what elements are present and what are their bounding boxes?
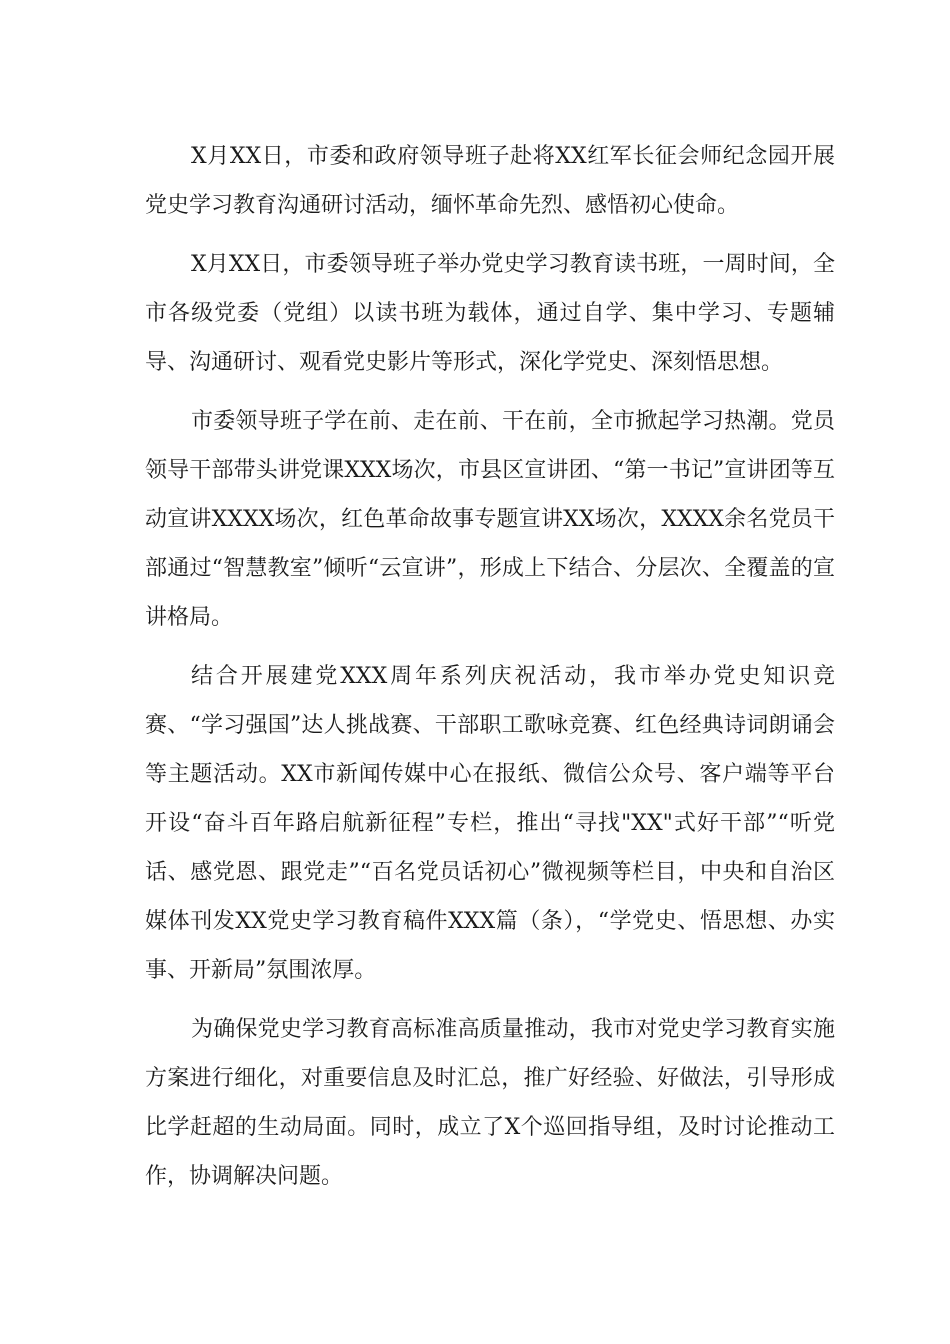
document-body — [145, 132, 835, 1211]
paragraph-2: X月XX日，市委领导班子举办党史学习教育读书班，一周时间，全市各级党委（党组）以读书班为载体，通过自学、集中学习、专题辅导、沟通研讨、观看党史影片等形式，深化学党史、深刻悟思想。 — [145, 252, 835, 375]
paragraph-5: 为确保党史学习教育高标准高质量推动，我市对党史学习教育实施方案进行细化，对重要信息及时汇总，推广好经验、好做法，引导形成比学赶超的生动局面。同时，成立了X个巡回指导组，及时讨论推动工作，协调解决问题。 — [145, 1017, 835, 1189]
paragraph-4: 结合开展建党XXX周年系列庆祝活动，我市举办党史知识竞赛、“学习强国”达人挑战赛、干部职工歌咏竞赛、红色经典诗词朗诵会等主题活动。XX市新闻传媒中心在报纸、微信公众号、客户端等平台开设“奋斗百年路启航新征程”专栏，推出“寻找"XX"式好干部”“听党话、感党恩、跟党走”“百名党员话初心”微视频等栏目，中央和自治区媒体刊发XX党史学习教育稿件XXX篇（条），“学党史、悟思想、办实事、开新局”氛围浓厚。 — [145, 664, 835, 983]
paragraph-3: 市委领导班子学在前、走在前、干在前，全市掀起学习热潮。党员领导干部带头讲党课XXX场次，市县区宣讲团、“第一书记”宣讲团等互动宣讲XXXX场次，红色革命故事专题宣讲XX场次，XXXX余名党员干部通过“智慧教室”倾听“云宣讲”，形成上下结合、分层次、全覆盖的宣讲格局。 — [145, 409, 835, 630]
paragraph-1: X月XX日，市委和政府领导班子赴将XX红军长征会师纪念园开展党史学习教育沟通研讨活动，缅怀革命先烈、感悟初心使命。 — [145, 144, 835, 218]
